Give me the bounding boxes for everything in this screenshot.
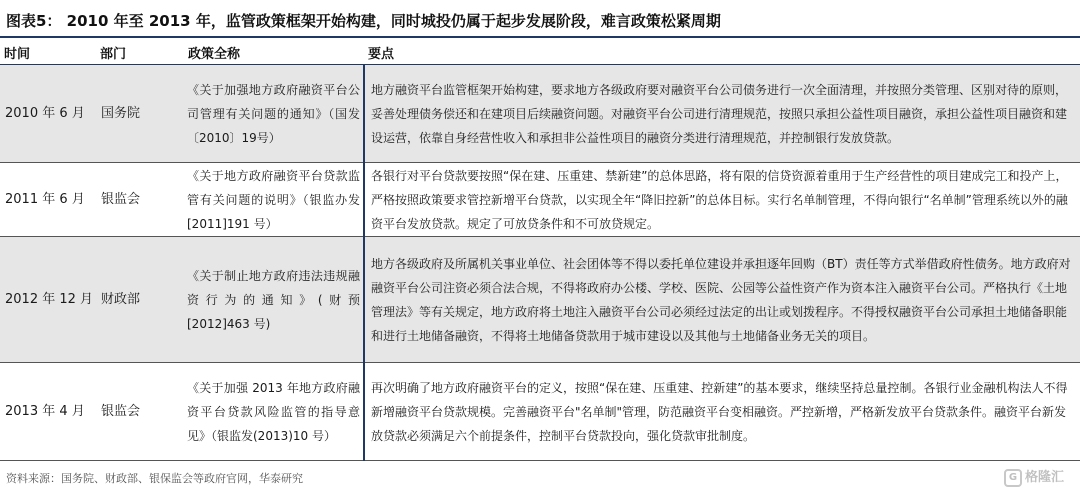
table-row (0, 65, 1080, 163)
row-points: 各银行对平台贷款要按照“保在建、压重建、禁新建”的总体思路，将有限的信贷资源着重用于生产经营性的项目建成完工和投产上，严格按照政策要求管控新增平台贷款，以实现全年“降旧控新”的总体目标。实行名单制管理，不得向银行“名单制”管理系统以外的融资平台发放贷款。规定了可放贷条件和不可放贷规定。 (364, 163, 1080, 237)
title-divider (0, 36, 1080, 38)
row-points: 地方融资平台监管框架开始构建，要求地方各级政府要对融资平台公司债务进行一次全面清理，并按照分类管理、区别对待的原则，妥善处理债务偿还和在建项目后续融资问题。对融资平台公司进行清理规范，按照只承担公益性项目融资，承担公益性项目融资和建设运营，依靠自身经营性收入和承担非公益性项目的融资分类进行清理规范，并控制银行发放贷款。 (364, 65, 1080, 163)
logo-icon: G (1004, 469, 1022, 487)
row-policy: 《关于加强地方政府融资平台公司管理有关问题的通知》（国发〔2010〕19号） (184, 65, 364, 163)
row-dept: 财政部 (96, 237, 184, 363)
row-time: 2012 年 12 月 (0, 237, 96, 363)
table-header-row (0, 40, 1080, 65)
header-dept: 部门 (96, 40, 184, 65)
header-points: 要点 (364, 40, 1080, 65)
row-policy: 《关于加强 2013 年地方政府融资平台贷款风险监管的指导意见》（银监发(2013)10 号） (184, 363, 364, 461)
policy-table (0, 40, 1080, 461)
table-row (0, 363, 1080, 461)
header-time: 时间 (0, 40, 96, 65)
figure-title: 图表5： 2010 年至 2013 年，监管政策框架开始构建，同时城投仍属于起步发展阶段，难言政策松紧周期 (6, 12, 721, 30)
source-note: 资料来源：国务院、财政部、银保监会等政府官网，华泰研究 (6, 472, 303, 485)
row-time: 2013 年 4 月 (0, 363, 96, 461)
watermark-logo (1004, 468, 1064, 488)
row-dept: 银监会 (96, 163, 184, 237)
table-row (0, 237, 1080, 363)
row-dept: 银监会 (96, 363, 184, 461)
row-points: 地方各级政府及所属机关事业单位、社会团体等不得以委托单位建设并承担逐年回购（BT）责任等方式举借政府性债务。地方政府对融资平台公司注资必须合法合规，不得将政府办公楼、学校、医院、公园等公益性资产作为资本注入融资平台公司。严格执行《土地管理法》等有关规定，地方政府将土地注入融资平台公司必须经过法定的出让或划拨程序。不得授权融资平台公司承担土地储备职能和进行土地储备融资，不得将土地储备贷款用于城市建设以及其他与土地储备业务无关的项目。 (364, 237, 1080, 363)
watermark-text: 格隆汇 (1024, 470, 1064, 485)
row-time: 2010 年 6 月 (0, 65, 96, 163)
row-dept: 国务院 (96, 65, 184, 163)
row-time: 2011 年 6 月 (0, 163, 96, 237)
table-row (0, 163, 1080, 237)
row-policy: 《关于地方政府融资平台贷款监管有关问题的说明》（银监办发[2011]191 号） (184, 163, 364, 237)
row-policy: 《关于制止地方政府违法违规融资行为的通知》(财预[2012]463 号) (184, 237, 364, 363)
row-points: 再次明确了地方政府融资平台的定义，按照“保在建、压重建、控新建”的基本要求，继续坚持总量控制。各银行业金融机构法人不得新增融资平台贷款规模。完善融资平台"名单制"管理，防范融资平台变相融资。严控新增，严格新发放平台贷款条件。融资平台新发放贷款必须满足六个前提条件，控制平台贷款投向，强化贷款审批制度。 (364, 363, 1080, 461)
header-policy: 政策全称 (184, 40, 364, 65)
